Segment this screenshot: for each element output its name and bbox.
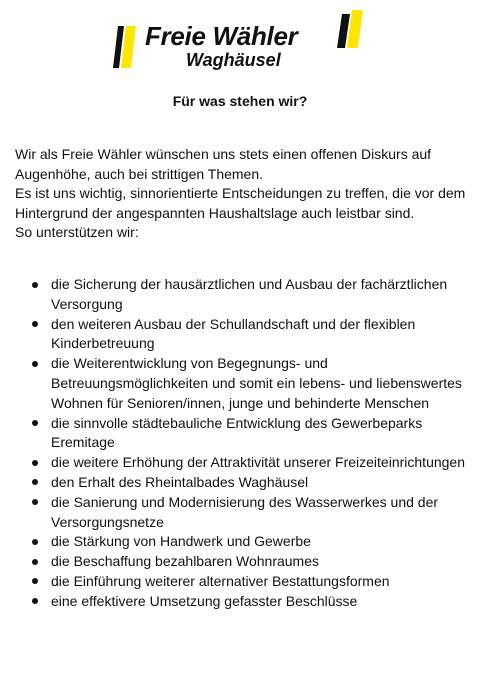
bullet-icon [32,282,38,288]
list-item [0,552,480,572]
bullet-icon [32,598,38,604]
list-item-text: die Einführung weiterer alternativer Bestattungsformen [51,572,390,589]
bullet-icon [32,559,38,565]
list-item [0,315,480,355]
list-item [0,414,480,454]
list-item-text: die weitere Erhöhung der Attraktivität unserer Freizeiteinrichtungen [51,454,465,471]
freie-waehler-logo [112,8,368,72]
goals-list [0,275,480,612]
bullet-icon [32,499,38,505]
bullet-icon [32,321,38,327]
bullet-icon [32,539,38,545]
list-item [0,453,480,473]
list-item-text: den Erhalt des Rheintalbades Waghäusel [51,473,309,490]
list-item-text: den weiteren Ausbau der Schullandschaft und der flexiblen Kinderbetreuung [51,315,416,352]
intro-paragraph-1: Wir als Freie Wähler wünschen uns stets einen offenen Diskurs auf Augenhöhe, auch bei strittigen Themen. [15,146,432,182]
list-item-text: eine effektivere Umsetzung gefasster Beschlüsse [51,592,358,609]
list-item [0,354,480,413]
intro-paragraph-2: Es ist uns wichtig, sinnorientierte Entscheidungen zu treffen, die vor dem Hintergrund der angespannten Haushaltslage auch leistbar sind. [15,185,466,221]
list-item [0,473,480,493]
bullet-icon [32,361,38,367]
bullet-icon [32,460,38,466]
list-item-text: die sinnvolle städtebauliche Entwicklung des Gewerbeparks Eremitage [51,414,423,451]
logo-title: Freie Wähler [145,21,298,51]
list-item [0,592,480,612]
bullet-icon [32,578,38,584]
list-item-text: die Weiterentwicklung von Begegnungs- und Betreuungsmöglichkeiten und somit ein lebens- und liebenswertes Wohnen für Senioren/innen, junge und behinderte Menschen [51,355,462,411]
bullet-icon [32,479,38,485]
list-item [0,572,480,592]
list-item [0,493,480,533]
intro-paragraph-3: So unterstützen wir: [15,224,139,240]
list-item-text: die Sanierung und Modernisierung des Wasserwerkes und der Versorgungsnetze [51,493,439,530]
list-item [0,275,480,315]
list-item-text: die Stärkung von Handwerk und Gewerbe [51,533,311,550]
list-item [0,532,480,552]
logo-subtitle: Waghäusel [186,50,281,70]
list-item-text: die Beschaffung bezahlbaren Wohnraumes [51,553,319,570]
bullet-icon [32,420,38,426]
intro-text [15,145,485,243]
list-item-text: die Sicherung der hausärztlichen und Ausbau der fachärztlichen Versorgung [51,276,448,312]
page-heading: Für was stehen wir? [172,93,308,109]
